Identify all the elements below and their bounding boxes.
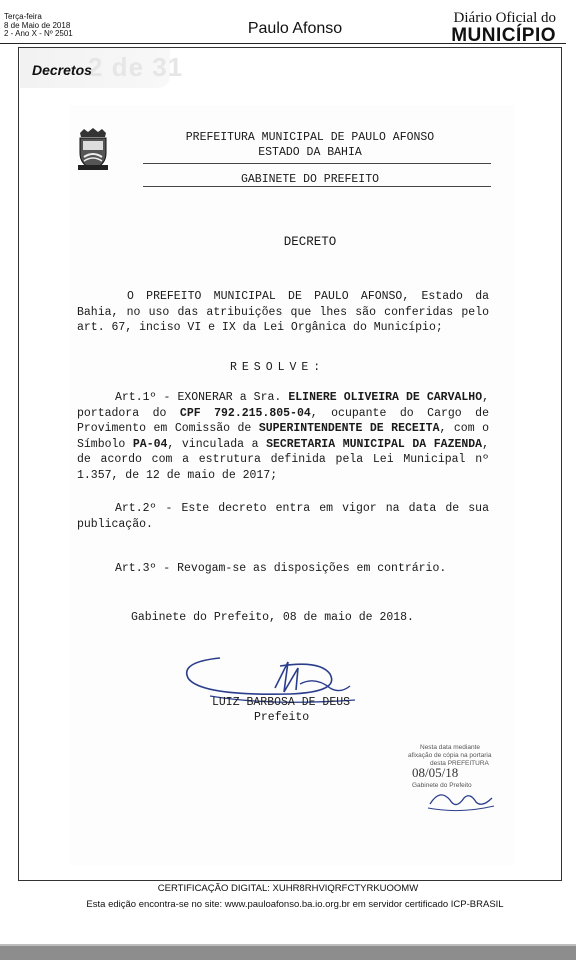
art1-cargo: SUPERINTENDENTE DE RECEITA [258, 422, 440, 435]
doc-intro-text: O PREFEITO MUNICIPAL DE PAULO AFONSO, Estado da Bahia, no uso das atribuições que lhes são conferidas pelo art. 67, inciso VI e IX da Lei Orgânica do Município; [77, 290, 489, 334]
doc-article-2 [77, 501, 489, 532]
doc-rule-top [143, 163, 491, 164]
header-brand [451, 11, 556, 45]
header-edition: 2 - Ano X - Nº 2501 [4, 29, 73, 38]
art1-text-1: Art.1º - EXONERAR a Sra. [115, 391, 289, 404]
art1-text-5: , vinculada a [167, 437, 267, 451]
header-date: 8 de Maio de 2018 [4, 20, 71, 30]
art2-text: Art.2º - Este decreto entra em vigor na data de sua publicação. [77, 502, 489, 531]
doc-intro [77, 289, 489, 336]
signer-name: LUIZ BARBOSA DE DEUS [212, 696, 351, 709]
doc-prefeitura: PREFEITURA MUNICIPAL DE PAULO AFONSO [185, 131, 435, 144]
header-city: Paulo Afonso [247, 20, 343, 37]
doc-gabinete: GABINETE DO PREFEITO [240, 173, 380, 186]
bottom-bar [0, 946, 576, 960]
header-weekday: Terça-feira [4, 12, 42, 21]
doc-rule-bottom [143, 186, 491, 187]
doc-closing: Gabinete do Prefeito, 08 de maio de 2018. [131, 611, 414, 624]
doc-resolve: RESOLVE: [230, 361, 326, 374]
header-date-block [4, 13, 73, 39]
stamp-date: 08/05/18 [412, 765, 459, 780]
stamp-line-3: desta PREFEITURA [430, 760, 489, 767]
art1-text-6: , de acordo com a estrutura definida pela Lei Municipal nº 1.357, de 12 de maio de 2017; [77, 437, 489, 482]
art1-secretaria: SECRETARIA MUNICIPAL DA FAZENDA [266, 437, 483, 451]
art1-cpf: CPF 792.215.805-04 [179, 406, 311, 420]
footer-certificate: CERTIFICAÇÃO DIGITAL: XUHR8RHVIQRFCTYRKUOOMW [157, 883, 419, 894]
stamp-line-2: afixação de cópia na portaria [408, 752, 492, 759]
doc-title: DECRETO [283, 235, 337, 249]
art1-text-2: , portadora do [77, 391, 489, 420]
brand-subtitle: MUNICÍPIO [451, 25, 556, 46]
footer-site: Esta edição encontra-se no site: www.pauloafonso.ba.io.org.br em servidor certificado ICP-BRASIL [86, 899, 504, 910]
art1-name: ELINERE OLIVEIRA DE CARVALHO [288, 391, 483, 404]
stamp-line-4: Gabinete do Prefeito [412, 782, 472, 789]
art1-text-4: , com o Símbolo [77, 422, 489, 451]
stamp-signature-icon [420, 784, 500, 814]
doc-estado: ESTADO DA BAHIA [258, 146, 362, 159]
art1-text-3: , ocupante do Cargo de Provimento em Comissão de [77, 406, 489, 435]
header-divider [0, 43, 566, 44]
brand-title: Diário Oficial do [453, 10, 556, 26]
coat-of-arms-icon [76, 127, 110, 171]
art3-text: Art.3º - Revogam-se as disposições em contrário. [115, 562, 447, 575]
art1-simbolo: PA-04 [132, 437, 168, 451]
doc-article-1 [77, 390, 489, 483]
stamp-line-1: Nesta data mediante [420, 744, 480, 751]
signer-role: Prefeito [254, 711, 310, 724]
section-page-ghost: 2 de 31 [88, 52, 184, 82]
section-label: Decretos [32, 62, 92, 78]
doc-article-3 [77, 561, 489, 577]
